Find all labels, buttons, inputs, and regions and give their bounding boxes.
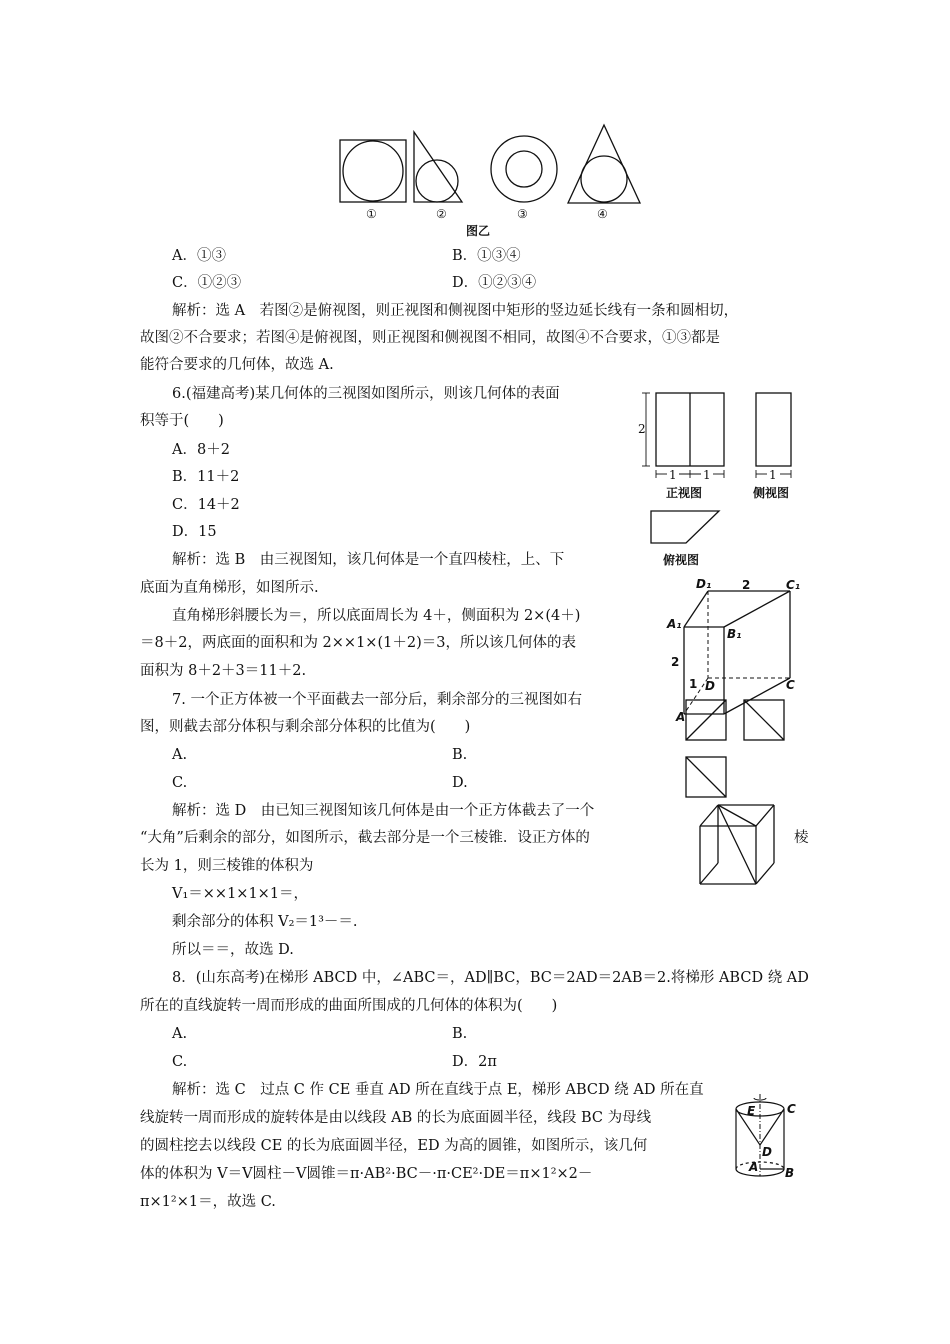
q5-option-d: D．①②③④ [452,275,537,291]
q8-option-b: B. [452,1026,468,1042]
q8-stem-line2: 所在的直线旋转一周而形成的曲面所围成的几何体的体积为( ) [140,998,558,1014]
q7-stem-line2: 图，则截去部分体积与剩余部分体积的比值为( ) [140,719,471,735]
q5-solution-line2: 故图②不合要求；若图④是俯视图，则正视图和侧视图不相同，故图④不合要求，①③都是 [140,330,720,346]
label-A: A [676,710,686,724]
q5-option-b: B．①③④ [452,248,521,264]
figure-caption: 图乙 [466,224,491,238]
label-B1: B₁ [727,627,742,641]
q5-solution-line3: 能符合要求的几何体，故选 A. [140,357,334,373]
q6-dim-1b: 1 [703,468,711,482]
fig-label-4: ④ [597,207,608,221]
q8-label-E: E [747,1104,756,1118]
q7-solution-line1: 解析：选 D 由已知三视图知该几何体是由一个正方体截去了一个 [172,803,595,819]
q7-solution-line4: V₁＝××1×1×1＝， [172,886,309,902]
q8-label-A: A [749,1160,759,1174]
label-D: D [705,679,715,693]
q6-solution-line1: 解析：选 B 由三视图知，该几何体是一个直四棱柱，上、下 [172,552,565,568]
q8-solution-line3: 的圆柱挖去以线段 CE 的长为底面圆半径，ED 为高的圆锥，如图所示，该几何 [140,1138,648,1154]
q5-option-c: C．①②③ [172,275,242,291]
fig-label-3: ③ [517,207,528,221]
q7-option-d: D. [452,775,468,791]
label-A1: A₁ [667,617,682,631]
q8-solution-line1: 解析：选 C 过点 C 作 CE 垂直 AD 所在直线于点 E，梯形 ABCD 绕 AD 所在直 [172,1082,704,1098]
q8-solution-line5: π×1²×1＝，故选 C. [140,1194,276,1210]
q6-stem-line1: 6.(福建高考)某几何体的三视图如图所示，则该几何体的表面 [172,386,560,402]
q8-label-B: B [785,1166,795,1180]
label-C: C [786,678,795,692]
fig-label-1: ① [366,207,377,221]
q6-stem-line2: 积等于( ) [140,413,224,429]
label-C1: C₁ [786,578,801,592]
q8-label-D: D [762,1145,772,1159]
q6-solution-line3: 直角梯形斜腰长为＝，所以底面周长为 4＋，侧面积为 2×(4＋) [172,608,581,624]
top-view-label: 俯视图 [663,553,700,567]
q8-stem-line1: 8．(山东高考)在梯形 ABCD 中，∠ABC＝，AD∥BC，BC＝2AD＝2AB＝2.将梯形 ABCD 绕 AD [172,970,809,986]
q6-solution-line5: 面积为 8＋2＋3＝11＋2. [140,663,307,679]
side-view-label: 侧视图 [753,486,790,500]
q6-dim-1c: 1 [769,468,777,482]
q8-option-c: C. [172,1054,188,1070]
q7-option-b: B. [452,747,468,763]
label-top-2: 2 [742,578,751,592]
q6-option-c: C．14＋2 [172,497,240,513]
q5-option-a: A．①③ [172,248,226,264]
q8-option-d: D．2π [452,1054,497,1070]
q8-label-C: C [787,1102,796,1116]
q6-option-a: A．8＋2 [172,442,230,458]
label-D1: D₁ [696,577,712,591]
q7-solution-line2-end: 棱 [794,830,809,846]
q5-solution-line1: 解析：选 A 若图②是俯视图，则正视图和侧视图中矩形的竖边延长线有一条和圆相切， [172,303,739,319]
q8-solution-line4: 体的体积为 V＝V圆柱－V圆锥＝π·AB²·BC－·π·CE²·DE＝π×1²×2－ [140,1166,593,1182]
q7-solution-line5: 剩余部分的体积 V₂＝1³－＝. [172,914,358,930]
q8-option-a: A. [172,1026,188,1042]
q7-solution-line6: 所以＝＝，故选 D. [172,942,294,958]
label-one: 1 [689,677,698,691]
q8-solution-line2: 线旋转一周而形成的旋转体是由以线段 AB 的长为底面圆半径，线段 BC 为母线 [140,1110,652,1126]
q6-option-b: B．11＋2 [172,469,240,485]
q7-solution-line2: “大角”后剩余的部分，如图所示，截去部分是一个三棱锥．设正方体的 [140,830,590,846]
q6-dim-2: 2 [638,422,646,436]
q7-solution-line3: 长为 1，则三棱锥的体积为 [140,858,314,874]
q7-option-a: A. [172,747,188,763]
q7-stem-line1: 7. 一个正方体被一个平面截去一部分后，剩余部分的三视图如右 [172,692,582,708]
q7-option-c: C. [172,775,188,791]
q6-dim-1a: 1 [669,468,677,482]
q6-solution-line4: ＝8＋2，两底面的面积和为 2××1×(1＋2)＝3，所以该几何体的表 [140,635,576,651]
q6-option-d: D．15 [172,524,217,540]
q6-solution-line2: 底面为直角梯形，如图所示. [140,580,319,596]
front-view-label: 正视图 [666,486,703,500]
label-side-2: 2 [671,655,680,669]
fig-label-2: ② [436,207,447,221]
